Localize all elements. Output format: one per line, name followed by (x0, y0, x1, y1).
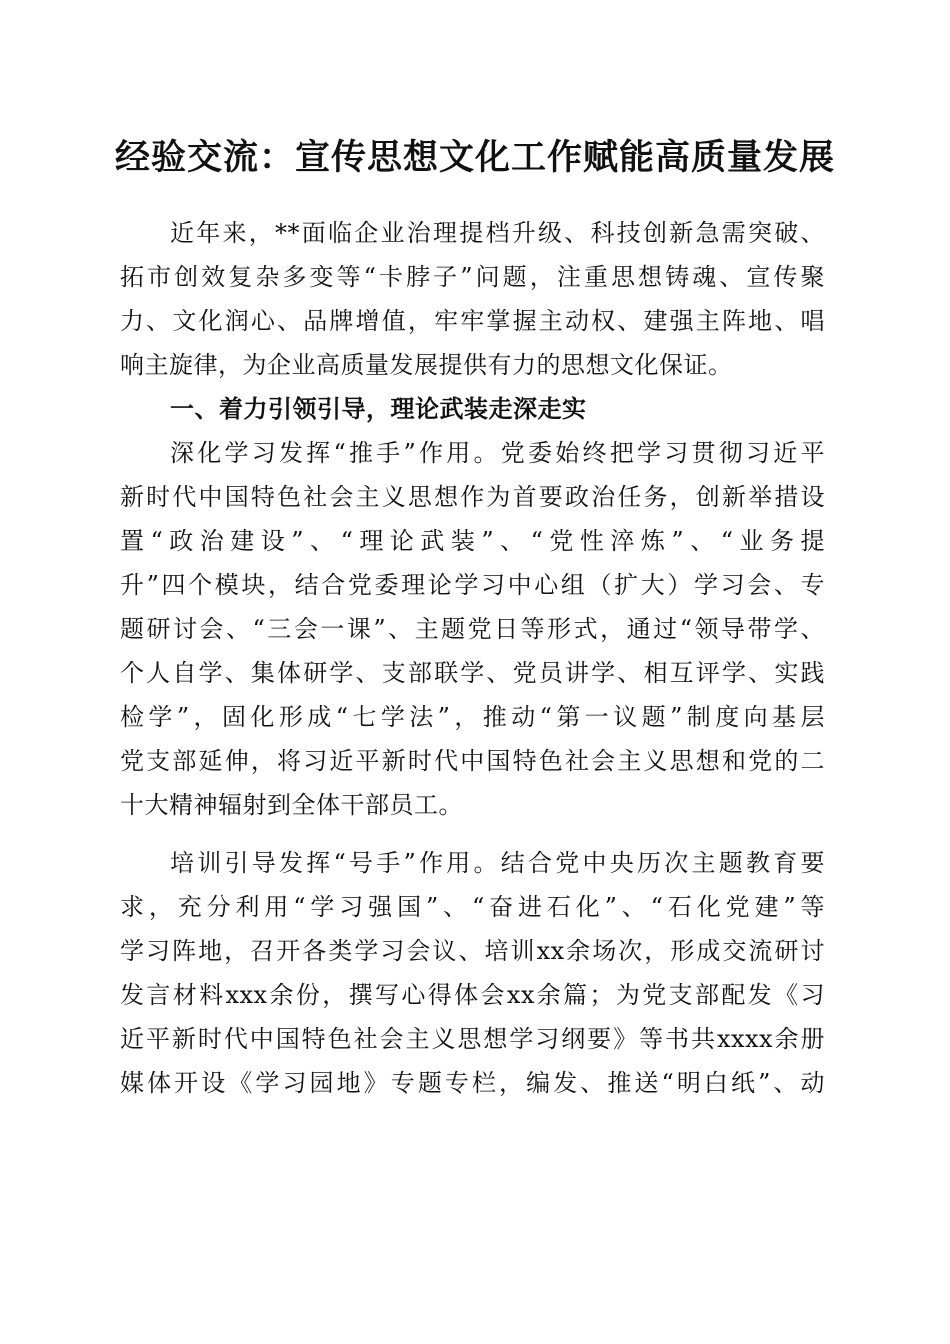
text-line: 媒体开设《学习园地》专题专栏，编发、推送“明白纸”、动 (120, 1069, 825, 1097)
text-line: 培训引导发挥“号手”作用。结合党中央历次主题教育要 (170, 849, 825, 877)
text-line: 近平新时代中国特色社会主义思想学习纲要》等书共xxxx余册 (120, 1025, 825, 1053)
section-heading: 一、着力引领引导，理论武装走深走实 (170, 395, 587, 423)
text-line: 检学”，固化形成“七学法”，推动“第一议题”制度向基层 (120, 703, 825, 731)
document-title: 经验交流：宣传思想文化工作赋能高质量发展 (114, 137, 835, 178)
text-line: 力、文化润心、品牌增值，牢牢掌握主动权、建强主阵地、唱 (120, 307, 825, 335)
document-body (120, 211, 825, 1105)
text-line: 十大精神辐射到全体干部员工。 (120, 791, 463, 819)
text-line: 党支部延伸，将习近平新时代中国特色社会主义思想和党的二 (120, 747, 825, 775)
text-line: 新时代中国特色社会主义思想作为首要政治任务，创新举措设 (120, 483, 825, 511)
text-line: 拓市创效复杂多变等“卡脖子”问题，注重思想铸魂、宣传聚 (120, 263, 825, 291)
text-line: 学习阵地，召开各类学习会议、培训xx余场次，形成交流研讨 (120, 937, 825, 965)
intro-paragraph (120, 211, 825, 387)
paragraph-training (120, 841, 825, 1105)
text-line: 深化学习发挥“推手”作用。党委始终把学习贯彻习近平 (170, 439, 825, 467)
text-line: 置“政治建设”、“理论武装”、“党性淬炼”、“业务提 (120, 527, 825, 555)
text-line: 响主旋律，为企业高质量发展提供有力的思想文化保证。 (120, 351, 733, 379)
text-line: 近年来，**面临企业治理提档升级、科技创新急需突破、 (170, 219, 825, 247)
paragraph-gap (120, 827, 825, 841)
text-line: 个人自学、集体研学、支部联学、党员讲学、相互评学、实践 (120, 659, 825, 687)
paragraph-study (120, 431, 825, 827)
text-line: 求，充分利用“学习强国”、“奋进石化”、“石化党建”等 (120, 893, 825, 921)
text-line: 题研讨会、“三会一课”、主题党日等形式，通过“领导带学、 (120, 615, 825, 643)
text-line: 发言材料xxx余份，撰写心得体会xx余篇；为党支部配发《习 (120, 981, 825, 1009)
text-line: 升”四个模块，结合党委理论学习中心组（扩大）学习会、专 (120, 571, 825, 599)
